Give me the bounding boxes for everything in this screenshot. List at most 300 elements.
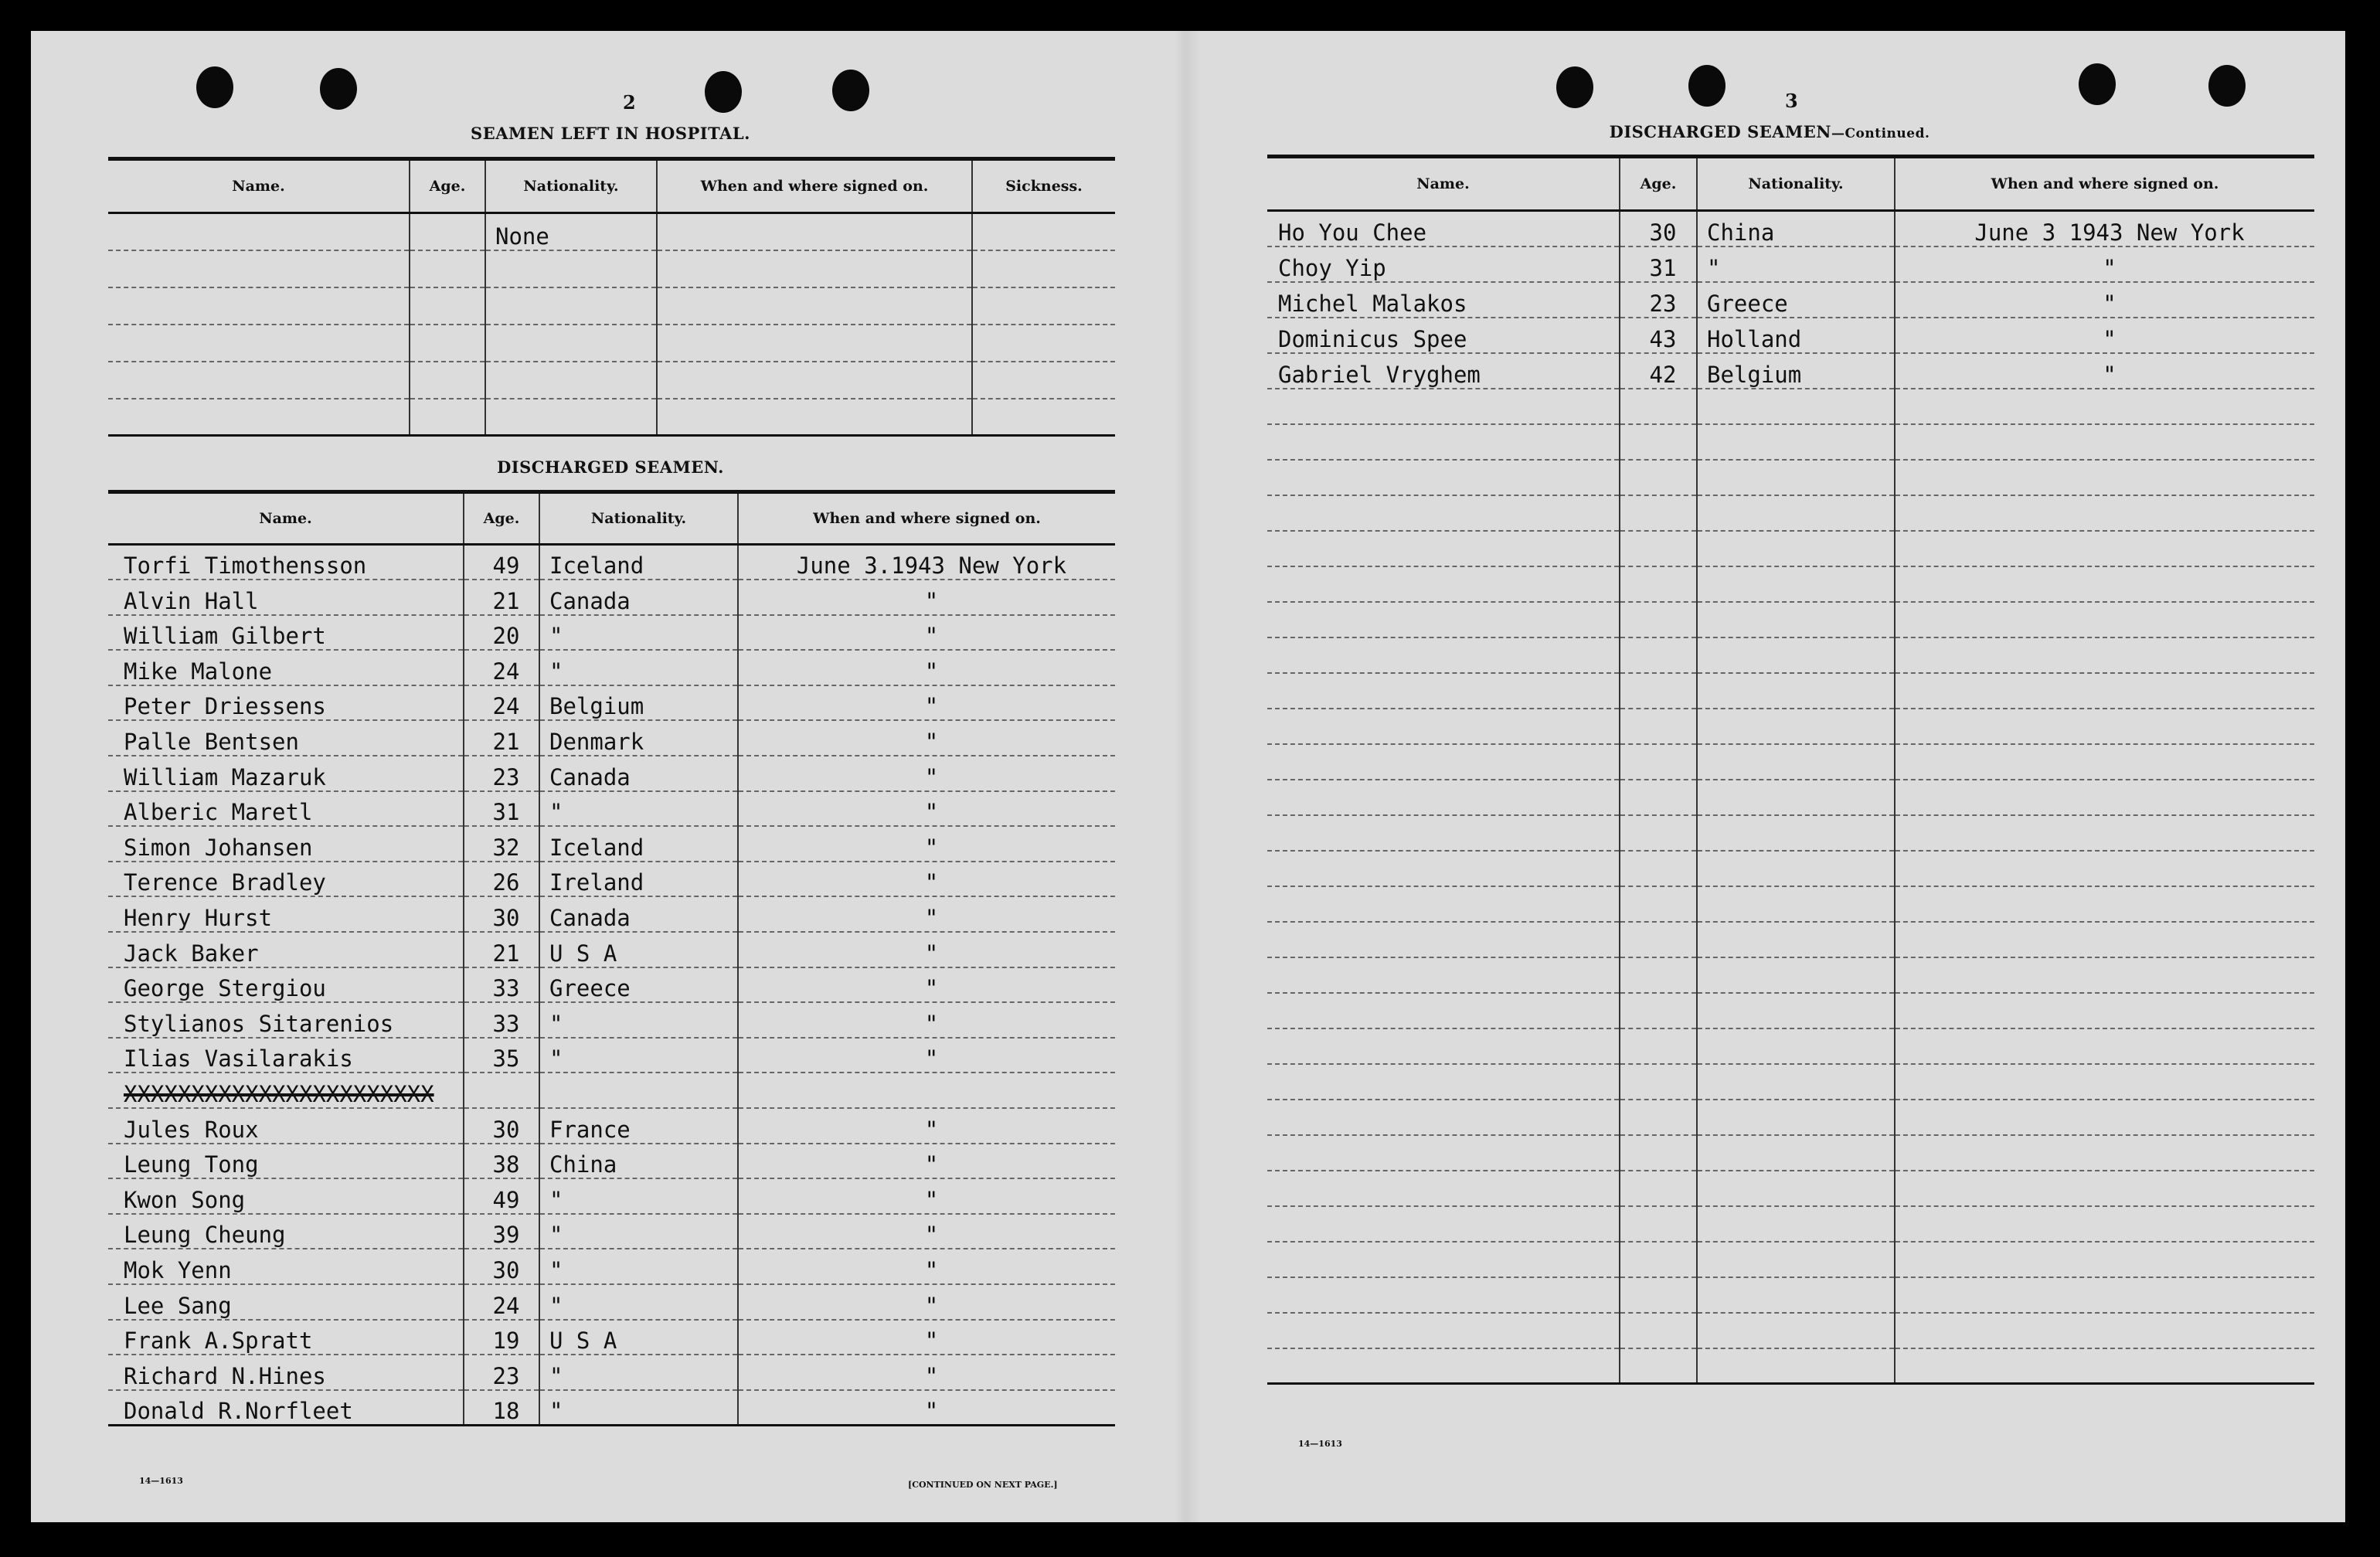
table-cell xyxy=(1620,851,1697,886)
table-cell xyxy=(972,287,1115,325)
table-cell xyxy=(1697,886,1895,922)
table-cell: Gabriel Vryghem xyxy=(1267,353,1620,389)
table-cell: " xyxy=(738,580,1115,615)
table-cell: 19 xyxy=(464,1320,539,1355)
table-cell: Greece xyxy=(539,967,738,1003)
table-row xyxy=(108,685,1115,721)
table-cell xyxy=(108,213,410,250)
table-cell: " xyxy=(738,1002,1115,1038)
table-row xyxy=(108,399,1115,436)
column-header: Age. xyxy=(410,159,485,213)
right-section-title xyxy=(1267,122,2272,141)
table-cell: " xyxy=(539,1002,738,1038)
table-cell xyxy=(972,325,1115,362)
table-cell xyxy=(1620,815,1697,851)
table-cell xyxy=(1267,637,1620,673)
binder-hole-icon xyxy=(2208,65,2246,107)
binder-hole-icon xyxy=(705,71,742,113)
table-row xyxy=(108,615,1115,651)
binder-hole-icon xyxy=(1556,66,1593,108)
table-cell: 38 xyxy=(464,1144,539,1179)
table-row xyxy=(108,720,1115,756)
table-cell: " xyxy=(539,615,738,651)
table-cell xyxy=(1895,780,2314,815)
table-row xyxy=(1267,1100,2314,1135)
table-cell: " xyxy=(738,1178,1115,1214)
table-cell xyxy=(1620,495,1697,531)
table-cell xyxy=(657,362,972,399)
column-header: Name. xyxy=(1267,157,1620,211)
table-row xyxy=(1267,1135,2314,1171)
table-row xyxy=(108,287,1115,325)
table-row xyxy=(1267,1028,2314,1064)
table-cell: 33 xyxy=(464,1002,539,1038)
table-cell: 23 xyxy=(464,1355,539,1390)
table-cell xyxy=(1895,673,2314,709)
table-cell: " xyxy=(738,720,1115,756)
table-row xyxy=(108,1002,1115,1038)
table-cell xyxy=(1697,957,1895,993)
table-cell: Jack Baker xyxy=(108,932,464,967)
table-row xyxy=(1267,495,2314,531)
table-cell xyxy=(1895,495,2314,531)
table-cell: " xyxy=(738,1390,1115,1426)
table-row xyxy=(108,967,1115,1003)
table-cell xyxy=(1895,1135,2314,1171)
table-row xyxy=(108,932,1115,967)
table-cell: 20 xyxy=(464,615,539,651)
table-row xyxy=(108,1073,1115,1108)
table-cell xyxy=(1620,1135,1697,1171)
table-row xyxy=(108,756,1115,791)
table-cell xyxy=(1267,1242,1620,1277)
right-page-number: 3 xyxy=(1785,90,1798,112)
table-cell xyxy=(1697,424,1895,460)
table-cell xyxy=(1620,1064,1697,1100)
table-cell xyxy=(972,399,1115,436)
table-row xyxy=(1267,1313,2314,1348)
table-cell xyxy=(1697,780,1895,815)
table-cell: Simon Johansen xyxy=(108,826,464,862)
table-cell: " xyxy=(539,1178,738,1214)
table-cell: " xyxy=(539,1390,738,1426)
table-row xyxy=(1267,851,2314,886)
table-cell xyxy=(1895,1313,2314,1348)
table-cell xyxy=(1895,851,2314,886)
table-cell: " xyxy=(1697,246,1895,282)
right-discharged-table xyxy=(1267,155,2314,1385)
table-cell xyxy=(1267,389,1620,424)
table-cell xyxy=(1697,1028,1895,1064)
hospital-section-title: SEAMEN LEFT IN HOSPITAL. xyxy=(471,124,750,143)
table-cell xyxy=(1267,993,1620,1028)
table-cell: " xyxy=(738,1144,1115,1179)
table-cell xyxy=(1267,957,1620,993)
table-cell: 33 xyxy=(464,967,539,1003)
table-row xyxy=(1267,1171,2314,1206)
table-cell xyxy=(485,287,657,325)
table-cell xyxy=(657,287,972,325)
table-cell xyxy=(1267,1135,1620,1171)
table-cell xyxy=(1620,673,1697,709)
table-row xyxy=(1267,602,2314,637)
table-cell xyxy=(1697,602,1895,637)
table-cell xyxy=(1895,922,2314,957)
table-row xyxy=(108,1108,1115,1144)
table-cell xyxy=(1620,531,1697,566)
table-cell xyxy=(1697,1135,1895,1171)
table-cell: 42 xyxy=(1620,353,1697,389)
table-cell xyxy=(1697,851,1895,886)
table-cell xyxy=(1895,637,2314,673)
table-cell: U S A xyxy=(539,932,738,967)
table-cell xyxy=(1895,1206,2314,1242)
table-cell: " xyxy=(738,896,1115,932)
table-cell xyxy=(1267,1171,1620,1206)
column-header: Nationality. xyxy=(1697,157,1895,211)
table-cell xyxy=(1620,886,1697,922)
table-row xyxy=(1267,957,2314,993)
table-row xyxy=(108,580,1115,615)
right-section-title-suffix: —Continued. xyxy=(1831,126,1930,141)
table-cell: U S A xyxy=(539,1320,738,1355)
column-header: Sickness. xyxy=(972,159,1115,213)
table-cell xyxy=(1895,389,2314,424)
table-cell xyxy=(1697,744,1895,780)
table-cell xyxy=(1697,637,1895,673)
table-cell: 30 xyxy=(464,1249,539,1284)
table-row xyxy=(1267,993,2314,1028)
table-cell xyxy=(1620,566,1697,602)
table-cell: " xyxy=(1895,246,2314,282)
table-cell: 49 xyxy=(464,545,539,580)
table-cell xyxy=(1697,566,1895,602)
table-row xyxy=(1267,460,2314,495)
table-row xyxy=(108,1038,1115,1073)
table-cell xyxy=(1267,1277,1620,1313)
table-row xyxy=(1267,246,2314,282)
table-cell xyxy=(1267,460,1620,495)
table-cell xyxy=(1895,566,2314,602)
table-cell xyxy=(1620,1028,1697,1064)
table-cell: " xyxy=(738,932,1115,967)
table-cell: " xyxy=(539,1249,738,1284)
table-cell xyxy=(1895,1064,2314,1100)
table-cell: 24 xyxy=(464,1284,539,1320)
table-cell: " xyxy=(1895,353,2314,389)
table-cell xyxy=(1620,1348,1697,1384)
table-cell: " xyxy=(738,615,1115,651)
discharged-table xyxy=(108,490,1115,1426)
table-cell xyxy=(1697,1064,1895,1100)
table-cell xyxy=(1267,1313,1620,1348)
table-row xyxy=(1267,566,2314,602)
table-cell xyxy=(1697,1313,1895,1348)
table-cell xyxy=(1620,1206,1697,1242)
table-cell: " xyxy=(738,1355,1115,1390)
table-cell xyxy=(1267,531,1620,566)
binder-hole-icon xyxy=(1688,65,1726,107)
table-cell xyxy=(1895,815,2314,851)
form-number: 14—1613 xyxy=(139,1476,183,1486)
table-cell: 30 xyxy=(1620,211,1697,246)
table-cell: 30 xyxy=(464,1108,539,1144)
table-cell xyxy=(1267,602,1620,637)
binder-hole-icon xyxy=(832,70,869,111)
table-cell: Iceland xyxy=(539,545,738,580)
table-cell: Canada xyxy=(539,756,738,791)
table-cell xyxy=(1895,1348,2314,1384)
table-cell: " xyxy=(738,1108,1115,1144)
table-cell: George Stergiou xyxy=(108,967,464,1003)
table-row xyxy=(108,545,1115,580)
table-cell xyxy=(1267,673,1620,709)
table-cell: 23 xyxy=(464,756,539,791)
table-cell xyxy=(1620,389,1697,424)
table-cell xyxy=(485,362,657,399)
table-cell: " xyxy=(738,1320,1115,1355)
column-header: When and where signed on. xyxy=(738,492,1115,545)
table-cell: William Mazaruk xyxy=(108,756,464,791)
table-cell: 24 xyxy=(464,685,539,721)
table-cell: Alberic Maretl xyxy=(108,791,464,827)
table-row xyxy=(1267,353,2314,389)
table-cell xyxy=(108,325,410,362)
table-cell xyxy=(1895,709,2314,744)
table-row xyxy=(108,1144,1115,1179)
table-row xyxy=(1267,637,2314,673)
table-cell: Frank A.Spratt xyxy=(108,1320,464,1355)
table-cell: Henry Hurst xyxy=(108,896,464,932)
table-cell xyxy=(410,213,485,250)
table-cell xyxy=(1895,957,2314,993)
table-cell xyxy=(485,325,657,362)
table-cell xyxy=(1267,815,1620,851)
table-cell xyxy=(1895,1100,2314,1135)
table-cell: " xyxy=(738,862,1115,897)
table-row xyxy=(1267,673,2314,709)
table-row xyxy=(1267,780,2314,815)
table-row xyxy=(108,250,1115,287)
table-cell: " xyxy=(539,650,738,685)
table-row xyxy=(1267,744,2314,780)
table-cell: Palle Bentsen xyxy=(108,720,464,756)
table-cell xyxy=(657,250,972,287)
table-cell xyxy=(1267,1100,1620,1135)
table-row xyxy=(1267,424,2314,460)
table-cell: " xyxy=(738,1284,1115,1320)
table-cell: " xyxy=(1895,318,2314,353)
table-cell xyxy=(108,287,410,325)
table-cell xyxy=(1895,993,2314,1028)
table-cell xyxy=(657,325,972,362)
table-row xyxy=(108,1249,1115,1284)
table-cell: Jules Roux xyxy=(108,1108,464,1144)
table-cell xyxy=(1620,637,1697,673)
table-cell: 32 xyxy=(464,826,539,862)
table-cell: France xyxy=(539,1108,738,1144)
table-cell xyxy=(1620,1242,1697,1277)
table-cell xyxy=(539,1073,738,1108)
table-cell: Kwon Song xyxy=(108,1178,464,1214)
table-cell xyxy=(1895,602,2314,637)
table-cell xyxy=(1697,1206,1895,1242)
table-cell xyxy=(657,213,972,250)
table-cell xyxy=(1697,460,1895,495)
table-cell xyxy=(1267,780,1620,815)
table-row xyxy=(1267,886,2314,922)
table-cell: William Gilbert xyxy=(108,615,464,651)
table-cell xyxy=(1895,1277,2314,1313)
table-cell xyxy=(972,213,1115,250)
right-section-title-main: DISCHARGED SEAMEN xyxy=(1609,122,1831,141)
table-cell xyxy=(485,250,657,287)
table-cell: " xyxy=(539,791,738,827)
page-fold xyxy=(1175,31,1201,1522)
table-cell: 24 xyxy=(464,650,539,685)
left-page-number: 2 xyxy=(623,91,636,114)
table-cell xyxy=(1267,922,1620,957)
table-row xyxy=(108,213,1115,250)
table-row xyxy=(108,362,1115,399)
table-row xyxy=(1267,1242,2314,1277)
table-cell: 21 xyxy=(464,580,539,615)
table-row xyxy=(108,896,1115,932)
table-row xyxy=(1267,318,2314,353)
table-cell: " xyxy=(539,1355,738,1390)
table-row xyxy=(1267,1277,2314,1313)
table-cell: 18 xyxy=(464,1390,539,1426)
table-cell xyxy=(1895,531,2314,566)
table-cell xyxy=(1620,602,1697,637)
table-cell: Lee Sang xyxy=(108,1284,464,1320)
table-cell: Belgium xyxy=(539,685,738,721)
table-row xyxy=(108,1178,1115,1214)
table-cell: Leung Cheung xyxy=(108,1214,464,1249)
table-cell: Stylianos Sitarenios xyxy=(108,1002,464,1038)
table-cell xyxy=(1895,1028,2314,1064)
table-row xyxy=(1267,815,2314,851)
table-cell xyxy=(1267,744,1620,780)
table-cell xyxy=(485,399,657,436)
table-cell: Greece xyxy=(1697,282,1895,318)
table-row xyxy=(108,325,1115,362)
table-cell: 23 xyxy=(1620,282,1697,318)
table-cell: " xyxy=(738,1214,1115,1249)
table-cell xyxy=(657,399,972,436)
table-cell: 49 xyxy=(464,1178,539,1214)
table-cell: " xyxy=(738,756,1115,791)
table-cell xyxy=(1697,1171,1895,1206)
table-cell: XXXXXXXXXXXXXXXXXXXXXXX xyxy=(108,1073,464,1108)
table-cell: June 3.1943 New York xyxy=(738,545,1115,580)
table-cell xyxy=(1697,1100,1895,1135)
table-cell xyxy=(1620,993,1697,1028)
table-cell xyxy=(1620,922,1697,957)
binder-hole-icon xyxy=(320,68,357,110)
column-header: Age. xyxy=(464,492,539,545)
table-cell: None xyxy=(485,213,657,250)
table-cell xyxy=(1267,1028,1620,1064)
table-cell xyxy=(410,250,485,287)
table-row xyxy=(1267,211,2314,246)
table-cell: Mok Yenn xyxy=(108,1249,464,1284)
table-cell xyxy=(1620,744,1697,780)
table-cell: " xyxy=(738,967,1115,1003)
table-cell: China xyxy=(1697,211,1895,246)
table-cell xyxy=(1697,495,1895,531)
table-cell: Canada xyxy=(539,896,738,932)
table-row xyxy=(1267,282,2314,318)
table-cell: 35 xyxy=(464,1038,539,1073)
table-row xyxy=(1267,709,2314,744)
table-row xyxy=(108,1355,1115,1390)
table-cell xyxy=(1697,993,1895,1028)
table-cell: Peter Driessens xyxy=(108,685,464,721)
hospital-table xyxy=(108,157,1115,437)
column-header: When and where signed on. xyxy=(1895,157,2314,211)
table-cell: Mike Malone xyxy=(108,650,464,685)
table-cell: " xyxy=(738,685,1115,721)
table-cell xyxy=(1620,1171,1697,1206)
table-cell xyxy=(108,399,410,436)
table-row xyxy=(108,791,1115,827)
table-cell: 31 xyxy=(464,791,539,827)
table-cell: Michel Malakos xyxy=(1267,282,1620,318)
table-cell xyxy=(1697,389,1895,424)
table-cell xyxy=(1620,1277,1697,1313)
table-cell: China xyxy=(539,1144,738,1179)
table-cell xyxy=(1267,1206,1620,1242)
table-cell: 21 xyxy=(464,932,539,967)
column-header: Nationality. xyxy=(485,159,657,213)
table-cell xyxy=(410,362,485,399)
table-cell xyxy=(1697,815,1895,851)
table-cell xyxy=(972,362,1115,399)
table-row xyxy=(108,1320,1115,1355)
table-cell: 21 xyxy=(464,720,539,756)
table-cell xyxy=(1697,709,1895,744)
table-row xyxy=(1267,531,2314,566)
table-cell: Iceland xyxy=(539,826,738,862)
table-cell: Donald R.Norfleet xyxy=(108,1390,464,1426)
table-cell: 30 xyxy=(464,896,539,932)
table-cell xyxy=(1620,1313,1697,1348)
table-cell xyxy=(1267,566,1620,602)
column-header: Name. xyxy=(108,492,464,545)
table-cell: Canada xyxy=(539,580,738,615)
table-cell xyxy=(1697,1348,1895,1384)
table-cell: " xyxy=(539,1284,738,1320)
column-header: When and where signed on. xyxy=(657,159,972,213)
table-cell: Belgium xyxy=(1697,353,1895,389)
column-header: Nationality. xyxy=(539,492,738,545)
table-cell xyxy=(1267,851,1620,886)
table-cell xyxy=(108,250,410,287)
table-cell: Ho You Chee xyxy=(1267,211,1620,246)
table-cell: " xyxy=(539,1038,738,1073)
table-row xyxy=(108,1284,1115,1320)
table-row xyxy=(108,826,1115,862)
table-cell: Dominicus Spee xyxy=(1267,318,1620,353)
table-row xyxy=(1267,922,2314,957)
table-cell xyxy=(108,362,410,399)
table-row xyxy=(108,1390,1115,1426)
table-cell: " xyxy=(738,1249,1115,1284)
table-cell: June 3 1943 New York xyxy=(1895,211,2314,246)
table-cell xyxy=(1620,460,1697,495)
table-cell: Alvin Hall xyxy=(108,580,464,615)
